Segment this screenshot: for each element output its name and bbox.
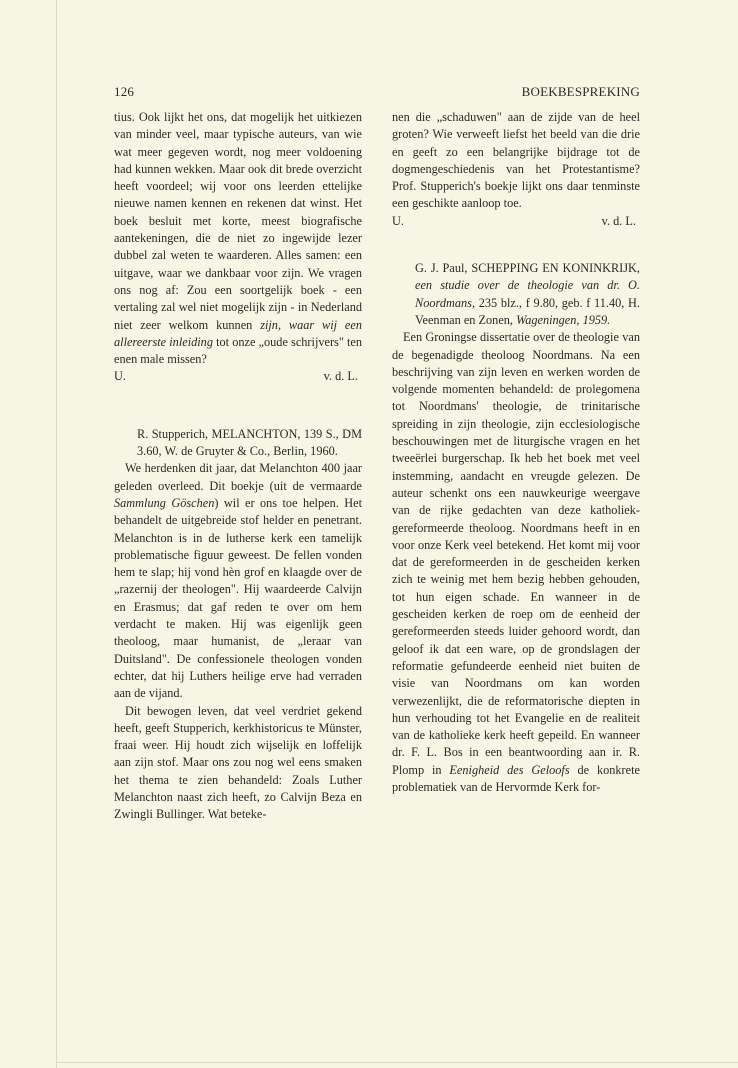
continuation-paragraph: nen die „schaduwen" aan de zijde van de heel groten? Wie verweeft liefst het beeld van die drie en geeft zo een belangrijke bijdrage tot de dogmengeschiedenis van het Protestantisme? Prof. Stupperich's boekje lijkt ons daar tenminste een geschikte aanloop toe. — [392, 110, 640, 211]
intro-paragraph: tius. Ook lijkt het ons, dat mogelijk het uitkiezen van minder veel, maar typische auteurs, van wie wat meer gegeven wordt, nog meer voldoening had kunnen wekken. Maar ook dit brede overzicht heeft voordeel; wij voor ons leerden ettelijke nieuwe namen kennen en rekenen dat winst. Het boek besluit met korte, meest biografische aantekeningen, die de niet zo ingewijde lezer dubbel zal weten te waarderen. Alles samen: een uitgave, waar we dankbaar voor zijn. We vragen ons nog af: Zou een soortgelijk boek - een vertaling zal wel niet mogelijk zijn - in Nederland niet zeer welkom kunnen zijn, waar wij een allereerste inleiding tot onze „oude schrijvers" ten enen male missen? — [114, 110, 363, 367]
page-left-edge — [56, 0, 57, 1068]
paul-book-heading: G. J. Paul, SCHEPPING EN KONINKRIJK, een studie over de theologie van dr. O. Noordmans, 235 blz., f 9.80, geb. f 11.40, H. Veenman en Zonen, Wageningen, 1959. — [415, 261, 640, 327]
left-column — [114, 109, 362, 824]
page-bottom-edge — [56, 1062, 738, 1063]
signature-2: U. v. d. L. — [392, 213, 636, 228]
right-column — [392, 109, 640, 796]
signature-1: U. v. d. L. — [114, 369, 358, 384]
melanchton-paragraph-1: We herdenken dit jaar, dat Melanchton 400 jaar geleden overleed. Dit boekje (uit de vermaarde Sammlung Göschen) wil er ons toe helpen. Het behandelt de uitgebreide stof helder en penetrant. Melanchton is in de lutherse kerk een tamelijk problematische figuur geweest. De fellen vonden hem te slap; hij vond hèn grof en klaagde over de „razernij der theologen". Hij waardeerde Calvijn en Erasmus; dat gaf reden te over om hem verdacht te maken. Hij was eigenlijk geen theoloog, maar humanist, de „leraar van Duitsland". De confessionele theologen vonden echter, dat hij Luthers heilige erve had verraden aan de vijand. — [114, 461, 362, 701]
page-number: 126 — [114, 84, 135, 99]
melanchton-paragraph-2: Dit bewogen leven, dat veel verdriet gekend heeft, geeft Stupperich, kerkhistoricus te Münster, fraai weer. Hij houdt zich wijselijk en loffelijk aan zijn stof. Maar ons zou nog wel eens smaken het thema te zien behandeld: Zoals Luther Melanchton naast zich heeft, zo Calvijn Beza en Zwingli Bullinger. Wat beteke- — [114, 703, 362, 822]
paul-review-paragraph: Een Groningse dissertatie over de theologie van de begenadigde theoloog Noordmans. Na een beschrijving van zijn leven en werken worden de volgende momenten behandeld: de prolegomena tot Noordmans' theologie, de trinitarische spreiding in zijn theologie, zijn ecclesiologische beschouwingen met de liturgische vragen en het tweeërlei burgerschap. Ik heb het boek met veel instemming, aandacht en vreugde gelezen. De auteur schenkt ons een nauwkeurige weergave van de rijke gedachten van deze katholiek-gereformeerde theoloog. Noordmans heeft in en voor onze Kerk veel betekend. Het komt mij voor dat de gereformeerden in de gescheiden kerken zich te weinig met hem bezig hebben gehouden, tot hun eigen schade. En wanneer in de gescheiden kerken de roep om de eenheid der gereformeerden steeds luider gehoord wordt, dan geloof ik dat een ware, op de grondslagen der reformatie gefundeerde eenheid niet buiten de visie van Noordmans om kan worden verwezenlijkt, die de reformatorische diepten in hun verhouding tot het Evangelie en de realiteit van de katholieke kerk heeft gepeild. En wanneer dr. F. L. Bos in een beantwoording aan ir. R. Plomp in Eenigheid des Geloofs de konkrete problematiek van de Hervormde Kerk for- — [392, 330, 640, 794]
running-title: BOEKBESPREKING — [521, 84, 640, 99]
melanchton-book-heading: R. Stupperich, MELANCHTON, 139 S., DM 3.60, W. de Gruyter & Co., Berlin, 1960. — [137, 426, 362, 459]
